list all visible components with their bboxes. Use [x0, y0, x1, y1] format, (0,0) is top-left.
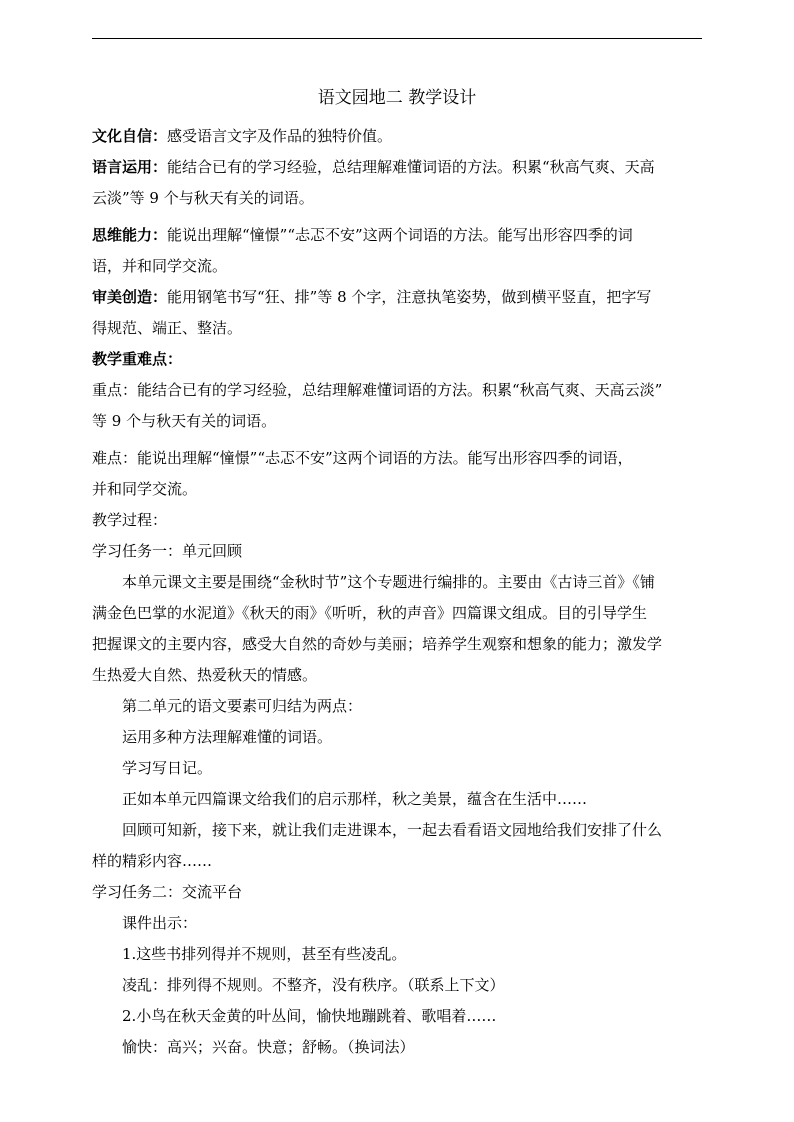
goal-text: 能用钢笔书写“狂、排”等 8 个字，注意执笔姿势，做到横平竖直，把字写 [167, 288, 652, 306]
task1-paragraph-line: 学习写日记。 [122, 759, 213, 777]
task1-paragraph-line: 把握课文的主要内容，感受大自然的奇妙与美丽；培养学生观察和想象的能力；激发学 [92, 635, 663, 653]
task1-paragraph-line: 运用多种方法理解难懂的词语。 [122, 728, 333, 746]
goal-label: 思维能力： [92, 226, 168, 244]
task2-heading: 学习任务二：交流平台 [92, 883, 243, 901]
goal-culture [92, 126, 392, 146]
goal-text: 能结合已有的学习经验，总结理解难懂词语的方法。积累“秋高气爽、天高 [167, 158, 655, 176]
goal-thinking [92, 225, 633, 245]
goal-label: 审美创造： [92, 288, 168, 306]
task2-line: 凌乱：排列得不规则。不整齐，没有秩序。（联系上下文） [122, 976, 505, 994]
task2-line: 1.这些书排列得并不规则，甚至有些凌乱。 [122, 945, 407, 963]
goal-thinking-cont: 语，并和同学交流。 [92, 257, 228, 275]
goal-text: 能说出理解“憧憬”“忐忑不安”这两个词语的方法。能写出形容四季的词 [167, 226, 633, 244]
task2-line: 课件出示： [122, 914, 198, 932]
task2-line: 愉快：高兴；兴奋。快意；舒畅。（换词法） [122, 1038, 415, 1056]
goal-language-cont: 云淡”等 9 个与秋天有关的词语。 [92, 189, 314, 207]
key-point-line: 等 9 个与秋天有关的词语。 [92, 412, 277, 430]
page-title: 语文园地二 教学设计 [317, 88, 477, 108]
task1-paragraph-line: 本单元课文主要是围绕“金秋时节”这个专题进行编排的。主要由《古诗三首》《铺 [122, 573, 655, 591]
goal-text: 感受语言文字及作品的独特价值。 [167, 127, 393, 145]
goal-label: 语言运用： [92, 158, 168, 176]
task1-paragraph-line: 样的精彩内容…… [92, 852, 213, 870]
task1-paragraph-line: 正如本单元四篇课文给我们的启示那样，秋之美景，蕴含在生活中…… [122, 790, 588, 808]
difficult-point-line: 并和同学交流。 [92, 480, 198, 498]
difficult-point-line: 难点：能说出理解“憧憬”“忐忑不安”这两个词语的方法。能写出形容四季的词语， [92, 449, 633, 467]
task1-paragraph-line: 回顾可知新，接下来，就让我们走进课本，一起去看看语文园地给我们安排了什么 [122, 821, 663, 839]
goal-label: 文化自信： [92, 127, 168, 145]
header-rule [92, 38, 702, 39]
task1-paragraph-line: 生热爱大自然、热爱秋天的情感。 [92, 666, 318, 684]
key-points-heading: 教学重难点： [92, 350, 183, 368]
goal-aesthetic-cont: 得规范、端正、整洁。 [92, 319, 243, 337]
process-heading: 教学过程： [92, 511, 168, 529]
task2-line: 2.小鸟在秋天金黄的叶丛间，愉快地蹦跳着、歌唱着…… [122, 1007, 497, 1025]
task1-paragraph-line: 满金色巴掌的水泥道》《秋天的雨》《听听，秋的声音》四篇课文组成。目的引导学生 [92, 604, 648, 622]
task1-heading: 学习任务一：单元回顾 [92, 542, 243, 560]
task1-paragraph-line: 第二单元的语文要素可归结为两点： [122, 697, 363, 715]
goal-language [92, 157, 655, 177]
key-point-line: 重点：能结合已有的学习经验，总结理解难懂词语的方法。积累“秋高气爽、天高云淡” [92, 381, 663, 399]
goal-aesthetic [92, 287, 651, 307]
